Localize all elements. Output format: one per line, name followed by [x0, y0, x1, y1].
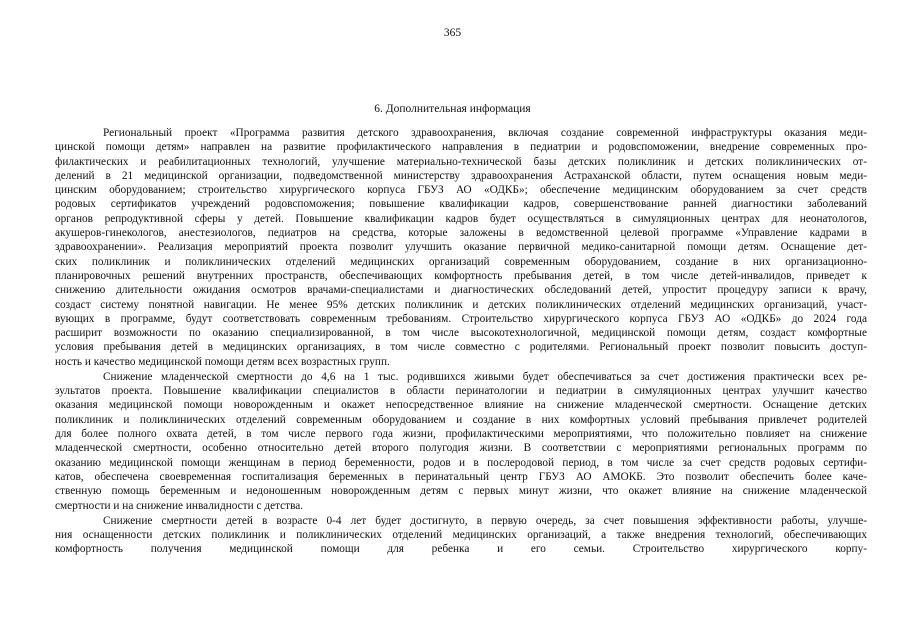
text-line: ность и качество медицинской помощи детям всех возрастных групп. [55, 355, 390, 368]
text-line: смертности и на снижение инвалидности с детства. [55, 499, 304, 512]
text-line: снижению длительности ожидания осмотров врачами-специалистами и диагностических обследований детей, упростит процедуру записи к врачу, [55, 284, 867, 297]
text-line: создаст систему понятной навигации. Не менее 95% детских поликлиник и детских поликлинических отделений медицинских организаций, участ- [55, 298, 867, 311]
text-line: для более полного охвата детей, в том числе первого года жизни, профилактическими мероприятиями, что положительно повлияет на снижение [55, 428, 867, 441]
text-line: делений в 21 медицинской организации, подведомственной министерству здравоохранения Астраханской области, путем оснащения новым меди- [55, 169, 867, 182]
text-line: младенческой смертности, особенно относительно детей второго полугодия жизни. В соответствии с мероприятиями региональных программ по [55, 442, 867, 455]
text-line: катов, обеспечена своевременная госпитализация беременных в перинатальный центр ГБУЗ АО АМОКБ. Это позволит обеспечить более каче- [55, 470, 867, 483]
text-line: цинским оборудованием; строительство хирургического корпуса ГБУЗ АО «ОДКБ»; обеспечение медицинским оборудованием за счет средств [55, 184, 867, 197]
text-line: оказанию медицинской помощи женщинам в период беременности, родов и в послеродовой период, в том числе за счет средств родовых сертифи- [55, 456, 867, 469]
text-line: ских поликлиник и поликлинических отделений медицинских организаций современным оборудованием, создание в них организационно- [55, 255, 867, 268]
paragraph-3 [55, 514, 867, 557]
text-line: Региональный проект «Программа развития детского здравоохранения, включая создание современной инфраструктуры оказания меди- [103, 127, 867, 139]
body-text [55, 126, 867, 557]
text-line: зультатов проекта. Повышение квалификации специалистов в области перинатологии и педиатрии в симуляционных центрах улучшит качество [55, 385, 867, 398]
section-title: 6. Дополнительная информация [374, 103, 531, 115]
text-line: родовых сертификатов учреждений родовспоможения; повышение квалификации кадров, совершенствование ранней диагностики заболеваний [55, 198, 867, 211]
text-line: ния оснащенности детских поликлиник и поликлинических отделений медицинских организаций, а также внедрения технологий, обеспечивающих [55, 528, 867, 541]
text-line: Снижение смертности детей в возрасте 0-4 лет будет достигнуто, в первую очередь, за счет повышения эффективности работы, улучше- [103, 514, 867, 527]
text-line: Снижение младенческой смертности до 4,6 на 1 тыс. родившихся живыми будет обеспечиваться за счет достижения практически всех ре- [103, 370, 867, 383]
text-line: филактических и реабилитационных технологий, улучшение материально-технической базы детских поликлиник и детских поликлинических от- [55, 155, 867, 168]
text-line: органов репродуктивной сферы у детей. Повышение квалификации кадров будет осуществляться в симуляционных центрах для неонатологов, [55, 212, 867, 225]
paragraph-2 [55, 370, 867, 513]
text-line: планировочных решений внутренних пространств, обеспечивающих комфортность пребывания детей, в том числе детей-инвалидов, приведет к [55, 269, 867, 282]
text-line: здравоохранении». Реализация мероприятий проекта позволит улучшить оказание первичной медико-санитарной помощи детям. Оснащение дет- [55, 241, 867, 254]
text-line: цинской помощи детям» направлен на развитие профилактического направления в педиатрии и родовспоможении, внедрение современных про- [55, 141, 867, 154]
text-line: оказания медицинской помощи новорожденным и окажет непосредственное влияние на снижение младенческой смертности. Оснащение детских [55, 399, 867, 412]
text-line: акушеров-гинекологов, анестезиологов, педиатров на средства, которые заложены в ведомственной целевой программе «Управление кадрами в [55, 227, 867, 240]
page-number: 365 [443, 27, 462, 39]
text-line: комфортность получения медицинской помощи для ребенка и его семьи. Строительство хирургического корпу- [55, 543, 867, 556]
text-line: вующих в программе, будут соответствовать современным требованиям. Строительство хирургического корпуса ГБУЗ АО «ОДКБ» до 2024 года [55, 312, 867, 325]
text-line: поликлиник и поликлинических отделений современным оборудованием и создание в них комфортных условий пребывания привлечет родителей [55, 413, 867, 426]
text-line: ственную помощь беременным и недоношенным новорожденным детям с первых минут жизни, что окажет влияние на снижение младенческой [55, 485, 867, 498]
text-line: расширит возможности по оказанию специализированной, в том числе высокотехнологичной, медицинской помощи детям, создаст комфортные [55, 327, 867, 340]
text-line: условия пребывания детей в медицинских организациях, в том числе совместно с родителями. Региональный проект позволит повысить доступ- [55, 341, 867, 354]
paragraph-1 [55, 126, 867, 369]
